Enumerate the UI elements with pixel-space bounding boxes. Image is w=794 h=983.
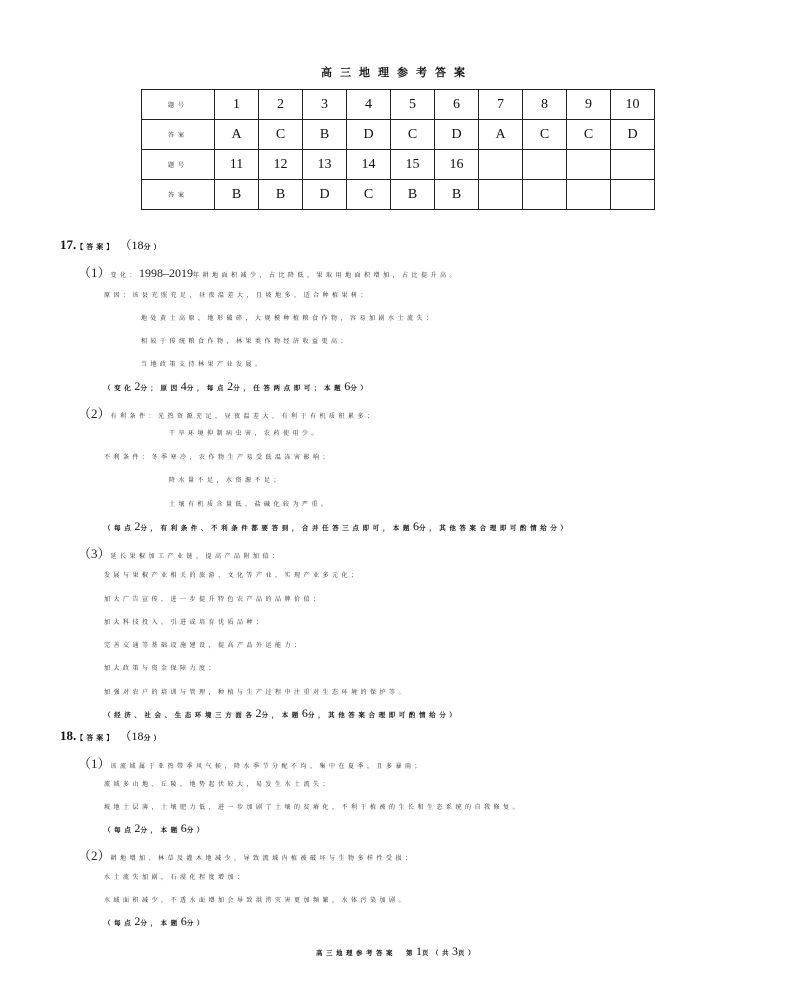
table-cell: 8	[523, 90, 567, 120]
table-cell: 11	[215, 150, 259, 180]
q18-points: 18	[131, 729, 144, 743]
q18-part1-line1: （1）该流域属于亚热带季风气候，降水季节分配不均，集中在夏季，且多暴雨；	[78, 756, 425, 771]
table-row-label: 答案	[142, 180, 215, 210]
q18-part1-line2: 流域多山地、丘陵，地势起伏较大，易发生水土流失；	[104, 781, 333, 788]
table-cell: B	[259, 180, 303, 210]
q17-number: 17.	[60, 237, 77, 252]
q17-part3-note: （经济、社会、生态环境三方面各2分，本题6分，其他答案合理即可酌情给分）	[104, 706, 460, 720]
page-footer: 高三地理参考答案 第1页（共3页）	[316, 944, 478, 958]
table-cell: C	[259, 120, 303, 150]
q18-part1-line3: 坡地土层薄，土壤肥力低，进一步加剧了土壤的贫瘠化，不利于植被的生长和生态系统的自我修复。	[104, 804, 523, 811]
table-cell: 12	[259, 150, 303, 180]
table-row-label: 答案	[142, 120, 215, 150]
table-cell: 5	[391, 90, 435, 120]
table-cell: 4	[347, 90, 391, 120]
q18-points-open: （	[119, 729, 132, 743]
q18-part1-note: （每点2分，本题6分）	[104, 821, 207, 835]
table-cell: 7	[479, 90, 523, 120]
q17-tag: 【答案】	[76, 243, 117, 251]
table-cell: C	[567, 120, 611, 150]
table-cell: B	[303, 120, 347, 150]
q17-part1-mark: 1	[91, 265, 98, 280]
table-cell	[611, 150, 655, 180]
q18-points-close: 分）	[143, 734, 164, 742]
table-cell	[523, 150, 567, 180]
q17-part1-line1: （1）变化：1998–2019年耕地面积减少，占比降低，果取用地面积增加，占比提升高。	[78, 265, 460, 280]
table-cell	[611, 180, 655, 210]
q17-part3-line5: 完善交通等基础设施建设，提高产品外运能力；	[104, 642, 304, 649]
table-cell: A	[215, 120, 259, 150]
table-row	[142, 150, 655, 180]
q17-part2-line2: 干旱环境抑制病虫害，农药使用少。	[169, 430, 322, 437]
table-cell: A	[479, 120, 523, 150]
table-row	[142, 90, 655, 120]
q18-part2-mark: 2	[91, 848, 98, 863]
q17-part1-line4: 相较于传统粮食作物，林果类作物经济收益更高；	[141, 338, 351, 345]
table-cell: 9	[567, 90, 611, 120]
q17-part2-line4: 降水量不足，水资源不足；	[169, 477, 284, 484]
q17-part3-line6: 加大政策与资金保障力度；	[104, 665, 219, 672]
table-cell	[567, 150, 611, 180]
q17-part2-note: （每点2分，有利条件、不利条件都要答到，合并任答三点即可，本题6分，其他答案合理即可酌情给分）	[104, 519, 571, 533]
table-cell: D	[611, 120, 655, 150]
q18-part2-line1: （2）耕地增加、林草及灌木地减少，导致流域内植被破坏与生物多样性受损；	[78, 848, 415, 863]
q17-header	[60, 236, 164, 253]
table-row-label: 题号	[142, 150, 215, 180]
table-cell: 10	[611, 90, 655, 120]
table-cell: B	[391, 180, 435, 210]
q18-part2-line2: 水土流失加剧，石漠化程度增加；	[104, 874, 247, 881]
table-cell	[523, 180, 567, 210]
q18-tag: 【答案】	[76, 734, 117, 742]
table-cell: 3	[303, 90, 347, 120]
table-cell	[567, 180, 611, 210]
table-cell: C	[523, 120, 567, 150]
q17-part3-mark: 3	[91, 546, 98, 561]
table-cell: C	[391, 120, 435, 150]
table-cell: 13	[303, 150, 347, 180]
q17-part3-line4: 加大科技投入，引进或培育优质品种；	[104, 619, 266, 626]
table-cell: 2	[259, 90, 303, 120]
table-cell: C	[347, 180, 391, 210]
q17-part3-line2: 发展与果椒产业相关的旅游、文化等产业，实现产业多元化；	[104, 572, 361, 579]
q17-part2-line1: （2）有利条件：光热资源充足，昼夜温差大，有利于有机质积累多；	[78, 406, 377, 421]
q17-part1-note: （变化2分；原因4分，每点2分，任答两点即可；本题6分）	[104, 379, 371, 393]
table-row	[142, 180, 655, 210]
q18-header	[60, 727, 164, 744]
answer-table	[141, 89, 655, 210]
q18-part2-note: （每点2分，本题6分）	[104, 914, 207, 928]
table-cell: 14	[347, 150, 391, 180]
q17-part1-line5: 当地政策支持林果产业发展。	[141, 361, 265, 368]
table-cell: D	[347, 120, 391, 150]
q17-part3-line7: 加强对农户的培训与管理，种植与生产过程中注重对生态环境的保护等。	[104, 689, 409, 696]
table-cell: B	[435, 180, 479, 210]
q17-part1-line3: 地处黄土高原，地形破碎，大规模种植粮食作物，容易加剧水土流失；	[141, 315, 436, 322]
table-cell: 16	[435, 150, 479, 180]
table-row	[142, 120, 655, 150]
table-cell: B	[215, 180, 259, 210]
q17-part2-line5: 土壤有机质含量低，盐碱化较为严重。	[169, 501, 331, 508]
table-cell	[479, 180, 523, 210]
q17-part2-mark: 2	[91, 406, 98, 421]
table-cell: D	[303, 180, 347, 210]
q18-part2-line3: 水域面积减少，不透水面增加会导致洪涝灾害更加频繁，水体污染加剧。	[104, 897, 409, 904]
q18-number: 18.	[60, 728, 77, 743]
q17-part3-line3: 加大广告宣传，进一步提升特色农产品的品牌价值；	[104, 596, 323, 603]
q17-points-open: （	[119, 238, 132, 252]
q18-part1-mark: 1	[91, 756, 98, 771]
q17-points: 18	[131, 238, 144, 252]
q17-points-close: 分）	[143, 243, 164, 251]
q17-part1-line2: 原因：该县光照充足，昼夜温差大，且坡地多，适合种植果树；	[104, 292, 371, 299]
table-cell: 6	[435, 90, 479, 120]
table-cell: 15	[391, 150, 435, 180]
table-cell: 1	[215, 90, 259, 120]
table-cell: D	[435, 120, 479, 150]
page-title: 高三地理参考答案	[321, 66, 473, 79]
table-row-label: 题号	[142, 90, 215, 120]
table-cell	[479, 150, 523, 180]
q17-part2-line3: 不利条件：冬季寒冷，农作物生产易受低温冻害影响；	[104, 454, 333, 461]
q17-part3-line1: （3）延长果椒加工产业链，提高产品附加值；	[78, 546, 282, 561]
